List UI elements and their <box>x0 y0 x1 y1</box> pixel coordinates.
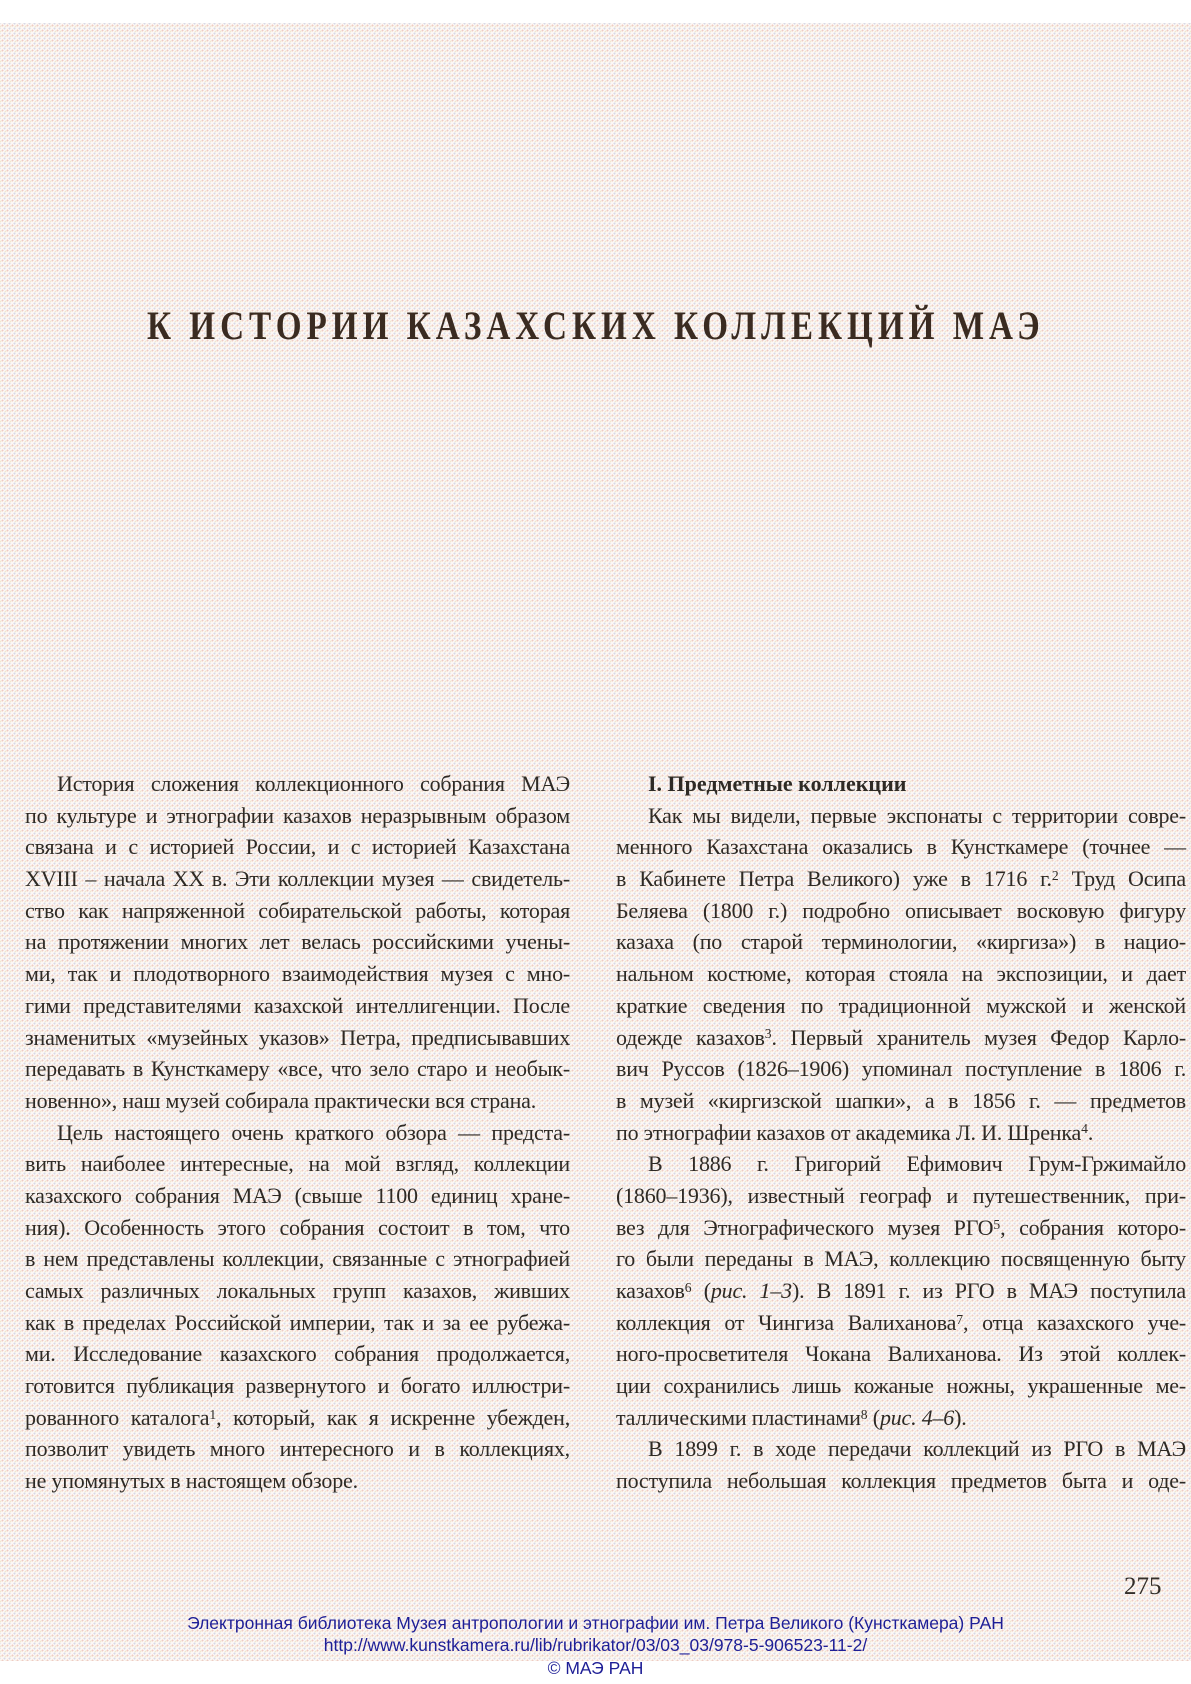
text-line: ного-просветителя Чокана Валиханова. Из этой коллек- <box>616 1341 1186 1367</box>
text-line: как в пределах Российской империи, так и за ее рубежа- <box>25 1309 570 1335</box>
text-line: рованного каталога$^1$, который, как я искренне убежден, <box>25 1404 570 1430</box>
text-line: вич Руссов (1826–1906) упоминал поступление в 1806 г. <box>616 1056 1186 1082</box>
text-line: самых различных локальных групп казахов, живших <box>25 1278 570 1303</box>
text-line: казахов$^6$ (рис. 1–3). В 1891 г. из РГО в МАЭ поступила <box>616 1278 1186 1303</box>
text-line: поступила небольшая коллекция предметов быта и оде- <box>616 1468 1186 1494</box>
text-line: в нем представлены коллекции, связанные с этнографией <box>25 1246 570 1272</box>
text-line: менного Казахстана оказались в Кунсткамере (точнее — <box>616 834 1186 860</box>
text-line: В 1886 г. Григорий Ефимович Грум-Гржимайло <box>648 1151 1186 1177</box>
page-number: 275 <box>1124 1573 1162 1600</box>
text-line: краткие сведения по традиционной мужской и женской <box>616 992 1186 1018</box>
text-line: вить наиболее интересные, на мой взгляд, коллекции <box>25 1151 570 1177</box>
footer-copyright: © МАЭ РАН <box>547 1657 644 1678</box>
text-line: ство как напряженной собирательской работы, которая <box>25 897 570 923</box>
text-line: В 1899 г. в ходе передачи коллекций из РГО в МАЭ <box>648 1436 1186 1462</box>
page-title <box>0 302 1191 348</box>
text-line: одежде казахов$^3$. Первый хранитель музея Федор Карло- <box>616 1024 1186 1050</box>
text-line: Цель настоящего очень краткого обзора — предста- <box>57 1119 570 1145</box>
text-line: позволит увидеть много интересного и в коллекциях, <box>25 1436 570 1462</box>
text-line: связана и с историей России, и с историей Казахстана <box>25 834 570 860</box>
footer-library-line: Электронная библиотека Музея антропологии и этнографии им. Петра Великого (Кунсткамера) РАН <box>187 1613 1004 1633</box>
section-heading: I. Предметные коллекции <box>648 771 907 796</box>
text-line: вез для Этнографического музея РГО$^5$, собрания которо- <box>616 1214 1186 1240</box>
footer <box>0 1612 1191 1679</box>
right-text-column <box>616 768 1186 1497</box>
text-line: коллекция от Чингиза Валиханова$^7$, отца казахского уче- <box>616 1309 1187 1335</box>
text-line: не упомянутых в настоящем обзоре. <box>25 1468 358 1494</box>
text-line: ции сохранились лишь кожаные ножны, украшенные ме- <box>616 1373 1186 1399</box>
text-line: таллическими пластинами$^8$ (рис. 4–6). <box>616 1404 967 1430</box>
text-line: (1860–1936), известный географ и путешественник, при- <box>616 1182 1186 1208</box>
text-line: казаха (по старой терминологии, «киргиза») в нацио- <box>616 929 1186 955</box>
text-line: ми. Исследование казахского собрания продолжается, <box>25 1341 570 1367</box>
page-title-text: К ИСТОРИИ КАЗАХСКИХ КОЛЛЕКЦИЙ МАЭ <box>146 302 1045 348</box>
text-line: новенно», наш музей собирала практически вся страна. <box>25 1087 537 1113</box>
text-line: в музей «киргизской шапки», а в 1856 г. — предметов <box>616 1087 1186 1113</box>
text-line: го были переданы в МАЭ, коллекцию посвященную быту <box>616 1246 1186 1272</box>
text-line: в Кабинете Петра Великого) уже в 1716 г.$^2$ Труд Осипа <box>616 866 1186 892</box>
text-line: казахского собрания МАЭ (свыше 1100 единиц хране- <box>25 1182 570 1208</box>
text-line: знаменитых «музейных указов» Петра, предписывавших <box>25 1024 570 1050</box>
text-line: XVIII – начала XX в. Эти коллекции музея — свидетель- <box>25 866 570 892</box>
text-line: Беляева (1800 г.) подробно описывает восковую фигуру <box>616 897 1186 923</box>
text-line: готовится публикация развернутого и богато иллюстри- <box>25 1373 570 1399</box>
text-line: по культуре и этнографии казахов неразрывным образом <box>25 802 570 828</box>
left-text-column <box>25 768 570 1497</box>
text-line: гими представителями казахской интеллигенции. После <box>25 992 570 1018</box>
text-line: передавать в Кунсткамеру «все, что зело старо и необык- <box>25 1056 570 1082</box>
scan-background <box>0 23 1191 1678</box>
text-line: ния). Особенность этого собрания состоит в том, что <box>25 1214 570 1240</box>
footer-url-link[interactable]: http://www.kunstkamera.ru/lib/rubrikator/03/03_03/978-5-906523-11-2/ <box>323 1635 868 1656</box>
text-line: нальном костюме, которая стояла на экспозиции, и дает <box>616 961 1186 987</box>
text-line: на протяжении многих лет велась российскими учены- <box>25 929 570 955</box>
text-line: по этнографии казахов от академика Л. И. Шренка$^4$. <box>616 1119 1094 1145</box>
text-line: ми, так и плодотворного взаимодействия музея с мно- <box>25 961 570 987</box>
text-line: История сложения коллекционного собрания МАЭ <box>57 771 570 796</box>
text-line: Как мы видели, первые экспонаты с территории совре- <box>648 802 1186 828</box>
